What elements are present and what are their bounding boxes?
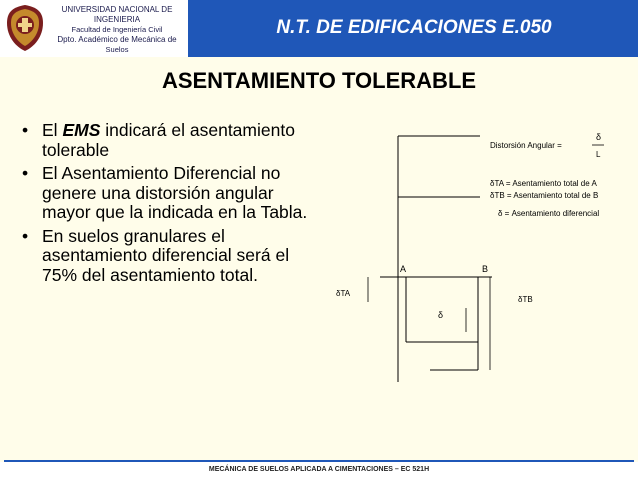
header-title: N.T. DE EDIFICACIONES E.050: [276, 17, 552, 38]
differential-label: δ: [438, 310, 444, 320]
bullet-ems: EMS: [62, 120, 101, 140]
bullet-item: [22, 225, 326, 286]
tb-label: δTB: [518, 295, 533, 304]
university-text: [46, 5, 188, 55]
point-b-label: B: [482, 264, 489, 274]
bullet-text: En suelos granulares el asentamiento diferencial será el 75% del asentamiento total.: [42, 225, 290, 285]
length-symbol: L: [596, 150, 601, 159]
settlement-diagram: [330, 120, 620, 390]
department-name: Dpto. Académico de Mecánica de: [57, 35, 177, 44]
bullet-item: [22, 163, 326, 223]
ta-label: δTA: [336, 289, 351, 298]
bullet-dot-icon: •: [22, 225, 29, 246]
bullet-item: [22, 120, 326, 160]
university-logo: [4, 3, 46, 53]
definition-tb: δTB = Asentamiento total de B: [490, 191, 599, 200]
bullet-dot-icon: •: [22, 163, 29, 183]
point-a-label: A: [400, 264, 407, 274]
footer-text: MECÁNICA DE SUELOS APLICADA A CIMENTACIONES – EC 521H: [208, 466, 430, 473]
definition-d: δ = Asentamiento diferencial: [498, 209, 600, 218]
university-name: UNIVERSIDAD NACIONAL DE INGENIERIA: [61, 5, 173, 24]
delta-symbol: δ: [596, 132, 602, 142]
distortion-label: Distorsión Angular =: [490, 141, 562, 150]
bullet-dot-icon: •: [22, 120, 29, 140]
footer: [0, 462, 638, 479]
faculty-name: Facultad de Ingeniería Civil: [71, 25, 163, 34]
university-box: [0, 0, 188, 57]
department-name-2: Suelos: [105, 45, 129, 54]
definition-ta: δTA = Asentamiento total de A: [490, 179, 597, 188]
header-bar: [0, 0, 638, 57]
bullet-list: [22, 120, 326, 289]
bullet-text-prefix: El: [42, 120, 63, 140]
slide-title: ASENTAMIENTO TOLERABLE: [161, 68, 477, 93]
bullet-text: El Asentamiento Diferencial no genere una distorsión angular mayor que la indicada en la Tabla.: [42, 163, 308, 222]
bullet-text-suffix: indicará el asentamiento tolerable: [42, 120, 295, 160]
